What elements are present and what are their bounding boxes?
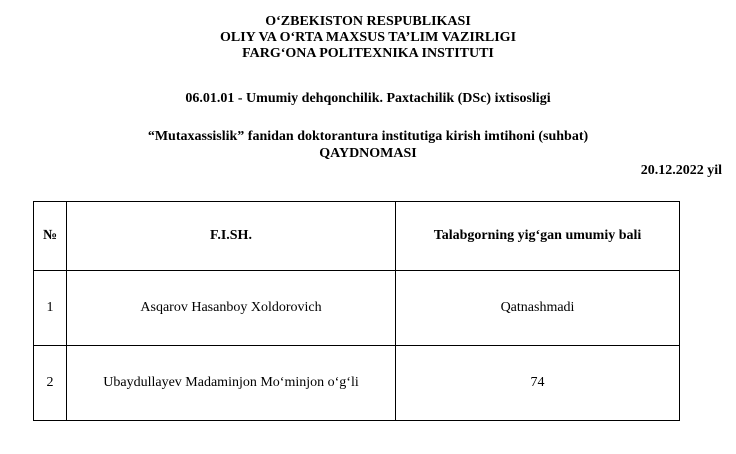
table-row [34,271,680,346]
results-table [33,201,680,421]
column-header-number: № [34,202,67,271]
header-institute: FARG‘ONA POLITEXNIKA INSTITUTI [242,46,494,61]
header-ministry: OLIY VA O‘RTA MAXSUS TA’LIM VAZIRLIGI [219,30,517,45]
row-score: Qatnashmadi [396,271,680,346]
row-name: Ubaydullayev Madaminjon Mo‘minjon o‘g‘li [67,346,396,421]
table-row [34,346,680,421]
row-score: 74 [396,346,680,421]
exam-line: “Mutaxassislik” fanidan doktorantura institutiga kirish imtihoni (suhbat) [147,129,589,144]
column-header-score: Talabgorning yig‘gan umumiy bali [396,202,680,271]
document-date: 20.12.2022 yil [640,163,722,178]
table-header-row [34,202,680,271]
column-header-name: F.I.SH. [67,202,396,271]
row-name: Asqarov Hasanboy Xoldorovich [67,271,396,346]
row-number: 2 [34,346,67,421]
document-title: QAYDNOMASI [319,146,417,161]
row-number: 1 [34,271,67,346]
specialty-line: 06.01.01 - Umumiy dehqonchilik. Paxtachilik (DSc) ixtisosligi [185,91,551,106]
header-republic: O‘ZBEKISTON RESPUBLIKASI [265,14,471,29]
